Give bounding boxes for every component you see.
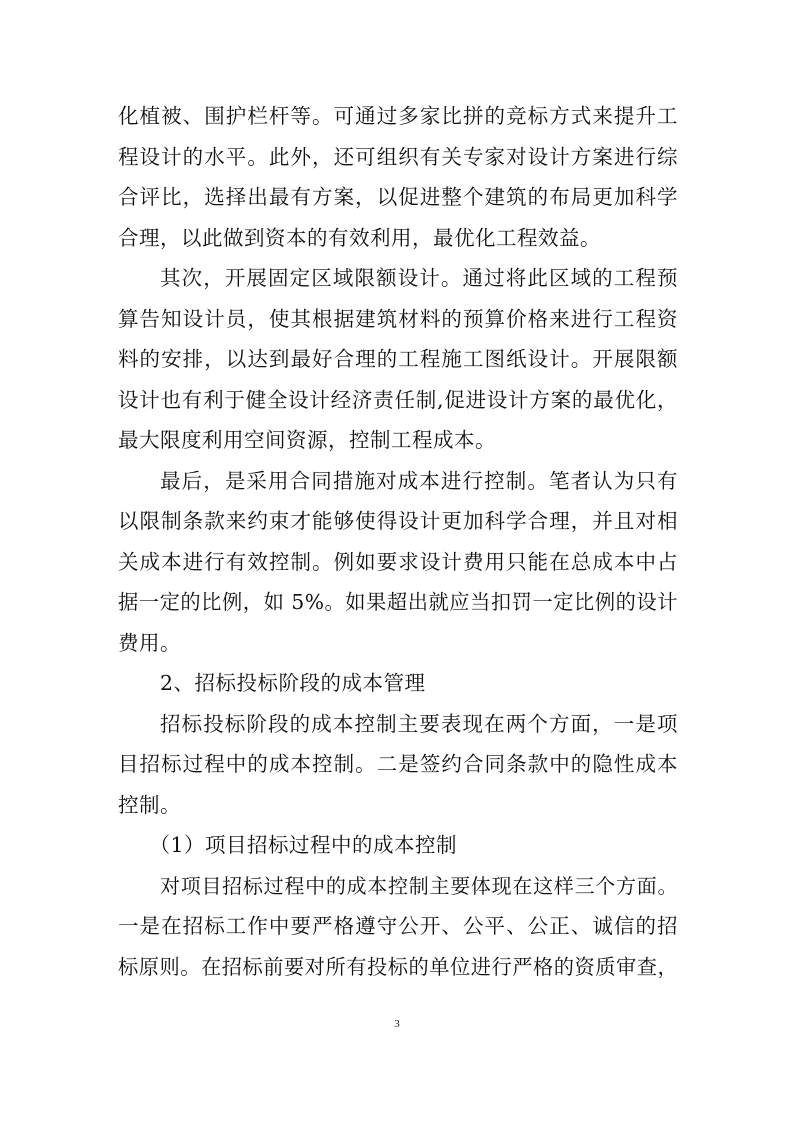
text-line: 算告知设计员，使其根据建筑材料的预算价格来进行工程资: [118, 306, 678, 331]
text-line: 对项目招标过程中的成本控制主要体现在这样三个方面。: [160, 873, 678, 898]
text-line: 2、招标投标阶段的成本管理: [160, 671, 426, 695]
text-line: 目招标过程中的成本控制。二是签约合同条款中的隐性成本: [118, 752, 678, 776]
text-line: （1）项目招标过程中的成本控制: [149, 833, 458, 857]
text-line: 合理，以此做到资本的有效利用，最优化工程效益。: [118, 225, 601, 250]
text-line: 设计也有利于健全设计经济责任制,促进设计方案的最优化，: [118, 387, 678, 412]
text-line: 最大限度利用空间资源，控制工程成本。: [118, 428, 496, 452]
text-line: 据一定的比例，如 5%。如果超出就应当扣罚一定比例的设计: [118, 590, 678, 614]
text-line: 合评比，选择出最有方案，以促进整个建筑的布局更加科学: [118, 185, 678, 209]
text-line: 一是在招标工作中要严格遵守公开、公平、公正、诚信的招: [118, 914, 678, 938]
text-line: 标原则。在招标前要对所有投标的单位进行严格的资质审查，: [118, 954, 679, 979]
body-text: [118, 96, 678, 987]
text-line: 其次，开展固定区域限额设计。通过将此区域的工程预: [160, 266, 678, 290]
page-number: 3: [394, 1018, 400, 1030]
text-line: 招标投标阶段的成本控制主要表现在两个方面，一是项: [160, 711, 678, 736]
text-line: 程设计的水平。此外，还可组织有关专家对设计方案进行综: [118, 144, 678, 169]
text-line: 料的安排，以达到最好合理的工程施工图纸设计。开展限额: [118, 347, 678, 371]
text-line: 费用。: [118, 630, 181, 655]
text-line: 最后，是采用合同措施对成本进行控制。笔者认为只有: [160, 468, 678, 493]
text-line: 化植被、围护栏杆等。可通过多家比拼的竞标方式来提升工: [118, 104, 678, 128]
text-line: 以限制条款来约束才能够使得设计更加科学合理，并且对相: [118, 509, 678, 533]
text-line: 关成本进行有效控制。例如要求设计费用只能在总成本中占: [118, 549, 678, 574]
text-line: 控制。: [118, 792, 181, 817]
